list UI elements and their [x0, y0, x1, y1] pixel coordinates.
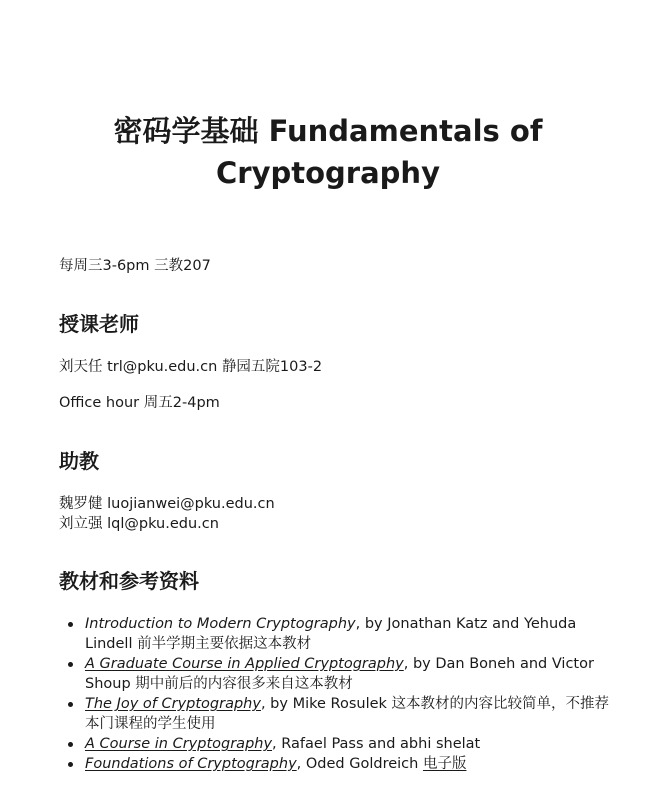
- instructor-name: 刘天任: [59, 359, 103, 375]
- book-title-link[interactable]: The Joy of Cryptography: [85, 696, 261, 712]
- materials-heading: 教材和参考资料: [59, 569, 199, 593]
- instructor-info: [59, 357, 322, 377]
- title-line-2: Cryptography: [216, 156, 440, 190]
- book-details: , by Mike Rosulek 这本教材的内容比较简单，不推荐本门课程的学生使用: [85, 696, 610, 732]
- instructor-email: trl@pku.edu.cn: [107, 359, 218, 375]
- book-title-link[interactable]: A Graduate Course in Applied Cryptography: [85, 656, 404, 672]
- book-details: , Rafael Pass and abhi shelat: [272, 736, 481, 752]
- ta-row: [59, 514, 219, 534]
- ta-email: lql@pku.edu.cn: [107, 516, 219, 532]
- office-hour: Office hour 周五2-4pm: [59, 395, 220, 411]
- page-title: [40, 110, 616, 194]
- title-line-1: 密码学基础 Fundamentals of: [113, 114, 543, 148]
- book-details: , Oded Goldreich: [296, 756, 423, 772]
- book-details: , by Jonathan Katz and Yehuda Lindell 前半学期主要依据这本教材: [85, 616, 577, 652]
- instructor-office: 静园五院103-2: [221, 359, 323, 375]
- book-details: , by Dan Boneh and Victor Shoup 期中前后的内容很多来自这本教材: [85, 656, 594, 692]
- ta-email: luojianwei@pku.edu.cn: [107, 496, 275, 512]
- list-item: [59, 694, 619, 734]
- book-title: Introduction to Modern Cryptography: [85, 616, 356, 632]
- list-item: [59, 654, 619, 694]
- list-item: [59, 614, 619, 654]
- list-item: [59, 734, 619, 754]
- book-title-link[interactable]: A Course in Cryptography: [85, 736, 273, 752]
- class-schedule: 每周三3-6pm 三教207: [59, 258, 211, 274]
- list-item: [59, 754, 619, 774]
- book-title-link[interactable]: Foundations of Cryptography: [85, 756, 297, 772]
- ta-name: 魏罗健: [59, 496, 103, 512]
- ta-name: 刘立强: [59, 516, 103, 532]
- ta-heading: 助教: [59, 449, 99, 473]
- materials-list: [59, 614, 619, 774]
- ebook-link[interactable]: 电子版: [422, 756, 467, 772]
- instructor-heading: 授课老师: [59, 312, 139, 336]
- ta-row: [59, 494, 275, 514]
